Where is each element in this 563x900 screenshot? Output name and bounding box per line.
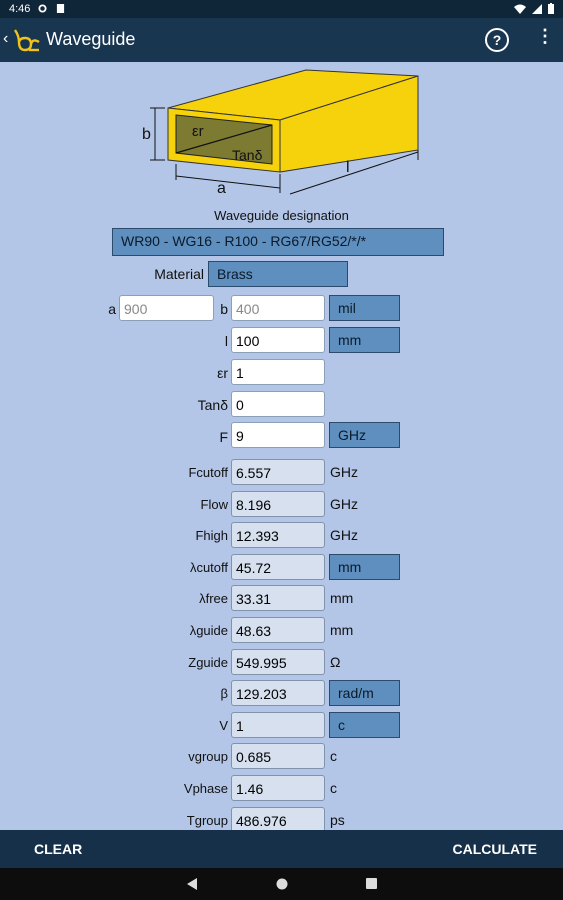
result-label: Vphase	[183, 781, 228, 796]
result-label: Zguide	[188, 654, 228, 670]
er-input[interactable]: 1	[231, 359, 325, 385]
f-input[interactable]: 9	[231, 422, 325, 448]
result-label: Flow	[200, 496, 228, 512]
action-bar	[0, 830, 563, 868]
battery-icon	[548, 3, 554, 14]
sd-card-icon	[56, 4, 65, 13]
result-unit: Ω	[330, 653, 341, 670]
result-value: 33.31	[231, 585, 325, 611]
result-value: 48.63	[231, 617, 325, 643]
diagram-tan-label: Tanδ	[232, 147, 263, 163]
more-options-icon[interactable]: ⋮	[536, 26, 554, 46]
result-value: 1.46	[231, 775, 325, 801]
result-unit-dropdown[interactable]: rad/m	[329, 680, 400, 706]
result-label: λguide	[189, 623, 228, 638]
status-bar	[0, 0, 563, 18]
result-unit: ps	[330, 811, 345, 828]
result-label: β	[220, 686, 228, 702]
result-unit: GHz	[330, 464, 358, 480]
result-unit: mm	[330, 622, 354, 638]
result-unit-dropdown[interactable]: c	[329, 712, 400, 738]
result-unit: c	[330, 780, 337, 796]
f-label: F	[219, 429, 228, 445]
result-value: 549.995	[231, 649, 325, 675]
designation-dropdown[interactable]: WR90 - WG16 - R100 - RG67/RG52/*/*	[112, 228, 444, 256]
er-label: εr	[217, 365, 228, 381]
nav-back-icon[interactable]	[186, 878, 198, 890]
diagram-l-label: l	[346, 159, 350, 176]
result-value: 45.72	[231, 554, 325, 580]
result-label: λcutoff	[189, 559, 228, 575]
ab-unit-dropdown[interactable]: mil	[329, 295, 400, 321]
material-dropdown[interactable]: Brass	[208, 261, 348, 287]
result-value: 8.196	[231, 491, 325, 517]
result-value: 486.976	[231, 807, 325, 830]
signal-icon	[532, 4, 542, 14]
l-label: l	[224, 333, 228, 349]
clear-button[interactable]: CLEAR	[34, 841, 83, 857]
tan-label: Tanδ	[197, 397, 228, 413]
help-icon[interactable]: ?	[485, 28, 509, 52]
result-value: 6.557	[231, 459, 325, 485]
b-input[interactable]: 400	[231, 295, 325, 321]
nav-home-icon[interactable]	[276, 878, 288, 890]
result-label: λfree	[199, 591, 228, 607]
nav-recents-icon[interactable]	[366, 878, 377, 889]
result-value: 1	[231, 712, 325, 738]
material-label: Material	[154, 266, 204, 282]
b-label: b	[220, 301, 228, 317]
result-unit-dropdown[interactable]: mm	[329, 554, 400, 580]
tan-input[interactable]: 0	[231, 391, 325, 417]
result-unit: GHz	[330, 495, 358, 512]
app-logo-icon[interactable]	[11, 26, 41, 54]
diagram-a-label: a	[217, 180, 226, 197]
waveguide-diagram	[140, 68, 440, 208]
result-unit: GHz	[330, 527, 358, 544]
system-nav-bar	[0, 868, 563, 900]
result-label: V	[219, 717, 228, 733]
diagram-er-label: εr	[192, 123, 204, 140]
f-unit-dropdown[interactable]: GHz	[329, 422, 400, 448]
result-label: Fhigh	[195, 528, 228, 544]
designation-label: Waveguide designation	[214, 208, 349, 223]
app-title: Waveguide	[46, 29, 136, 49]
back-arrow-icon[interactable]: ‹	[3, 30, 9, 47]
result-unit: mm	[330, 590, 354, 607]
a-input[interactable]: 900	[119, 295, 214, 321]
result-label: Fcutoff	[188, 465, 228, 480]
l-input[interactable]: 100	[231, 327, 325, 353]
calculator-form	[0, 62, 563, 830]
result-value: 129.203	[231, 680, 325, 706]
result-label: Tgroup	[186, 812, 228, 828]
result-value: 12.393	[231, 522, 325, 548]
result-label: vgroup	[188, 749, 228, 765]
wifi-icon	[514, 4, 526, 14]
a-label: a	[108, 301, 116, 317]
settings-icon	[38, 4, 47, 13]
result-unit: c	[330, 748, 337, 765]
diagram-b-label: b	[142, 126, 151, 143]
calculate-button[interactable]: CALCULATE	[452, 841, 537, 857]
result-value: 0.685	[231, 743, 325, 769]
status-time: 4:46	[9, 3, 31, 15]
l-unit-dropdown[interactable]: mm	[329, 327, 400, 353]
app-bar	[0, 18, 563, 62]
